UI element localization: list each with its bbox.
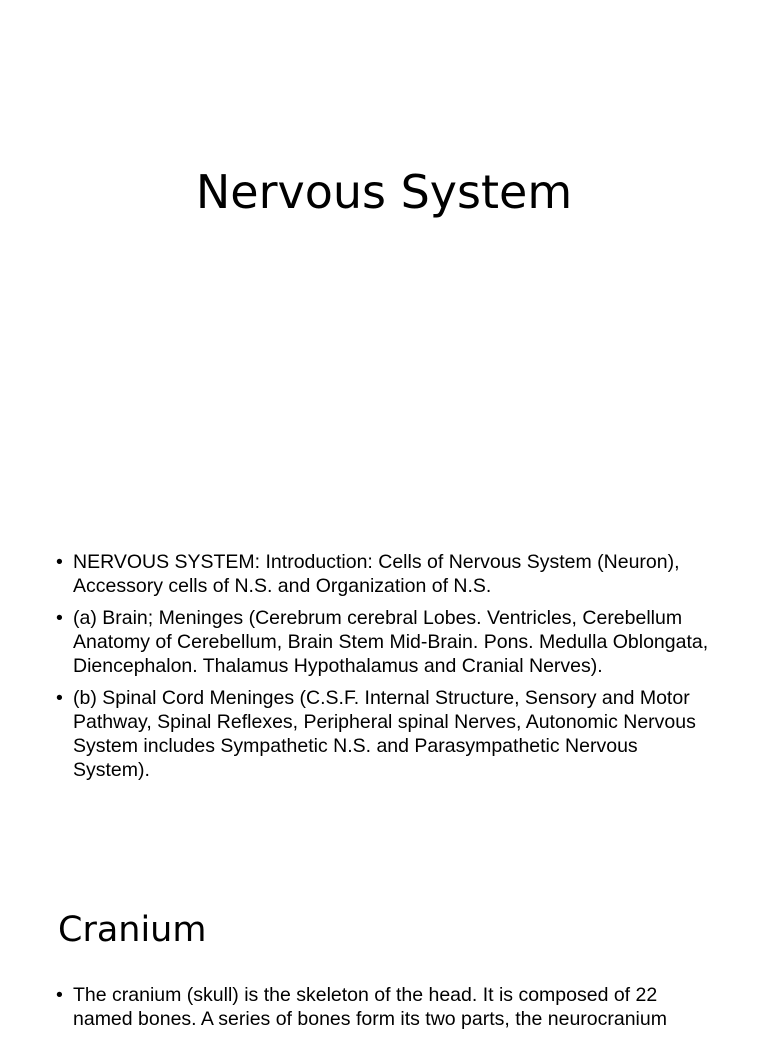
section-heading: Cranium (58, 910, 207, 950)
bullet-dot: • (56, 551, 63, 573)
slide-title: Nervous System (195, 165, 573, 219)
bullet-item (56, 606, 716, 678)
bullet-text: (b) Spinal Cord Meninges (C.S.F. Internal Structure, Sensory and Motor Pathway, Spinal Reflexes, Peripheral spinal Nerves, Autonomic Nervous System includes Sympathetic N.S. and Parasympathetic Nervous System). (73, 687, 696, 781)
bullet-dot: • (56, 984, 63, 1006)
cranium-bullet-list (56, 983, 716, 1039)
bullet-text: (a) Brain; Meninges (Cerebrum cerebral Lobes. Ventricles, Cerebellum Anatomy of Cerebellum, Brain Stem Mid-Brain. Pons. Medulla Oblongata, Diencephalon. Thalamus Hypothalamus and Cranial Nerves). (73, 607, 709, 677)
intro-bullet-list (56, 550, 716, 790)
bullet-text: The cranium (skull) is the skeleton of the head. It is composed of 22 named bones. A series of bones form its two parts, the neurocranium (73, 984, 667, 1030)
bullet-item (56, 550, 716, 598)
bullet-text: NERVOUS SYSTEM: Introduction: Cells of Nervous System (Neuron), Accessory cells of N.S. and Organization of N.S. (73, 551, 680, 597)
bullet-dot: • (56, 607, 63, 629)
bullet-dot: • (56, 687, 63, 709)
bullet-item (56, 686, 716, 782)
